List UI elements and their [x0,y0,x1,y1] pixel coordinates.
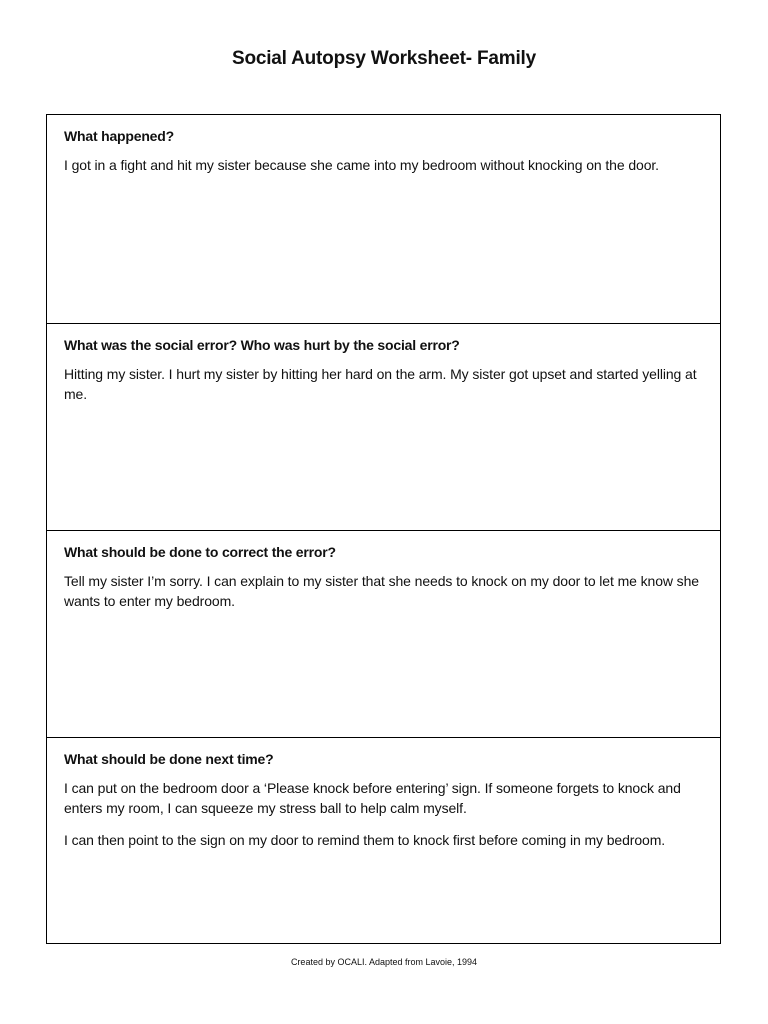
worksheet-table [46,114,721,944]
page-title: Social Autopsy Worksheet- Family [231,48,536,69]
answer-what-happened: I got in a fight and hit my sister because she came into my bedroom without knocking on the door. [64,157,659,173]
section-correct-error [47,530,720,737]
answer-social-error: Hitting my sister. I hurt my sister by hitting her hard on the arm. My sister got upset and started yelling at me. [64,366,697,402]
answer-correct-error: Tell my sister I’m sorry. I can explain to my sister that she needs to knock on my door to let me know she wants to enter my bedroom. [64,573,699,609]
section-what-happened [47,115,720,323]
question-correct-error: What should be done to correct the error? [64,544,336,560]
footer-credit: Created by OCALI. Adapted from Lavoie, 1994 [290,957,478,967]
question-what-happened: What happened? [64,128,174,144]
answer-next-time-2: I can then point to the sign on my door to remind them to knock first before coming in my bedroom. [64,832,666,848]
question-next-time: What should be done next time? [64,751,274,767]
section-social-error [47,323,720,530]
question-social-error: What was the social error? Who was hurt by the social error? [64,337,460,353]
answer-next-time-1: I can put on the bedroom door a ‘Please knock before entering’ sign. If someone forgets to knock and enters my room, I can squeeze my stress ball to help calm myself. [64,780,681,816]
section-next-time [47,737,720,943]
